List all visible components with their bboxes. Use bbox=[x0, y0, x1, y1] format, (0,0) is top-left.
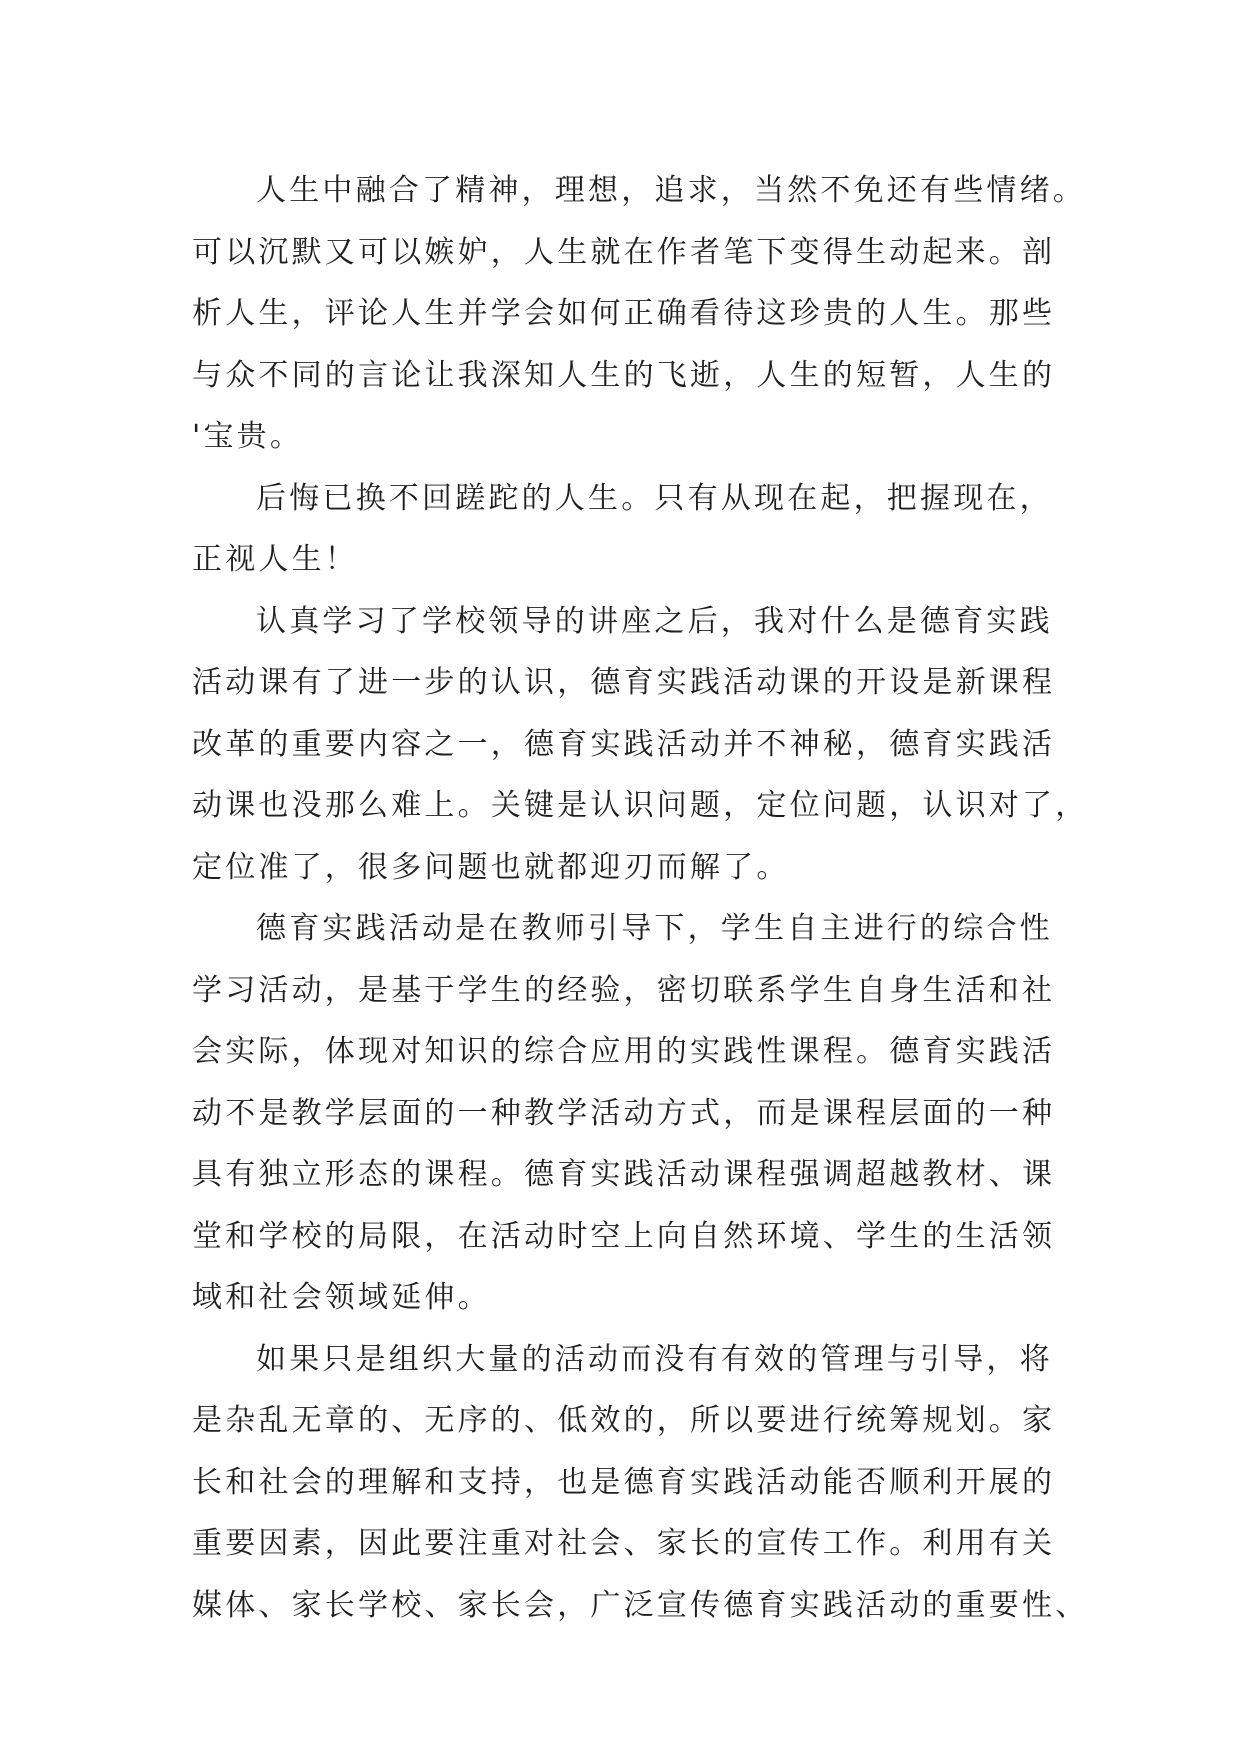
paragraph-5-line-1: 如果只是组织大量的活动而没有有效的管理与引导，将 bbox=[256, 1341, 1053, 1377]
paragraph-5-line-3: 长和社会的理解和支持，也是德育实践活动能否顺利开展的 bbox=[192, 1464, 1056, 1500]
paragraph-4-line-5: 具有独立形态的课程。德育实践活动课程强调超越教材、课 bbox=[192, 1157, 1056, 1192]
document-body bbox=[192, 160, 1089, 1636]
paragraph-4-line-6: 堂和学校的局限，在活动时空上向自然环境、学生的生活领 bbox=[192, 1218, 1056, 1254]
paragraph-1-line-2: 可以沉默又可以嫉妒，人生就在作者笔下变得生动起来。剖 bbox=[192, 234, 1056, 270]
paragraph-2-line-1: 后悔已换不回蹉跎的人生。只有从现在起，把握现在， bbox=[256, 480, 1053, 516]
paragraph-1-line-5: '宝贵。 bbox=[192, 419, 304, 454]
paragraph-5-line-4: 重要因素，因此要注重对社会、家长的宣传工作。利用有关 bbox=[192, 1526, 1056, 1561]
paragraph-3-line-4: 动课也没那么难上。关键是认识问题，定位问题，认识对了， bbox=[192, 788, 1089, 823]
paragraph-4-line-3: 会实际，体现对知识的综合应用的实践性课程。德育实践活 bbox=[192, 1034, 1056, 1069]
paragraph-4-line-2: 学习活动，是基于学生的经验，密切联系学生自身生活和社 bbox=[192, 972, 1056, 1008]
paragraph-5-line-5: 媒体、家长学校、家长会，广泛宣传德育实践活动的重要性、 bbox=[192, 1587, 1089, 1623]
paragraph-1-line-4: 与众不同的言论让我深知人生的飞逝，人生的短暂，人生的 bbox=[192, 357, 1056, 393]
paragraph-3-line-1: 认真学习了学校领导的讲座之后，我对什么是德育实践 bbox=[256, 603, 1053, 639]
paragraph-1-line-3: 析人生，评论人生并学会如何正确看待这珍贵的人生。那些 bbox=[192, 296, 1056, 331]
paragraph-3-line-5: 定位准了，很多问题也就都迎刃而解了。 bbox=[192, 849, 790, 885]
paragraph-3-line-2: 活动课有了进一步的认识，德育实践活动课的开设是新课程 bbox=[192, 665, 1056, 700]
paragraph-4-line-4: 动不是教学层面的一种教学活动方式，而是课程层面的一种 bbox=[192, 1095, 1056, 1131]
paragraph-3-line-3: 改革的重要内容之一，德育实践活动并不神秘，德育实践活 bbox=[192, 726, 1056, 762]
paragraph-4-line-7: 域和社会领域延伸。 bbox=[192, 1280, 491, 1315]
paragraph-4-line-1: 德育实践活动是在教师引导下，学生自主进行的综合性 bbox=[256, 911, 1053, 946]
paragraph-1-line-1: 人生中融合了精神，理想，追求，当然不免还有些情绪。 bbox=[256, 173, 1086, 208]
paragraph-5-line-2: 是杂乱无章的、无序的、低效的，所以要进行统筹规划。家 bbox=[192, 1403, 1056, 1438]
paragraph-2-line-2: 正视人生！ bbox=[192, 542, 358, 577]
